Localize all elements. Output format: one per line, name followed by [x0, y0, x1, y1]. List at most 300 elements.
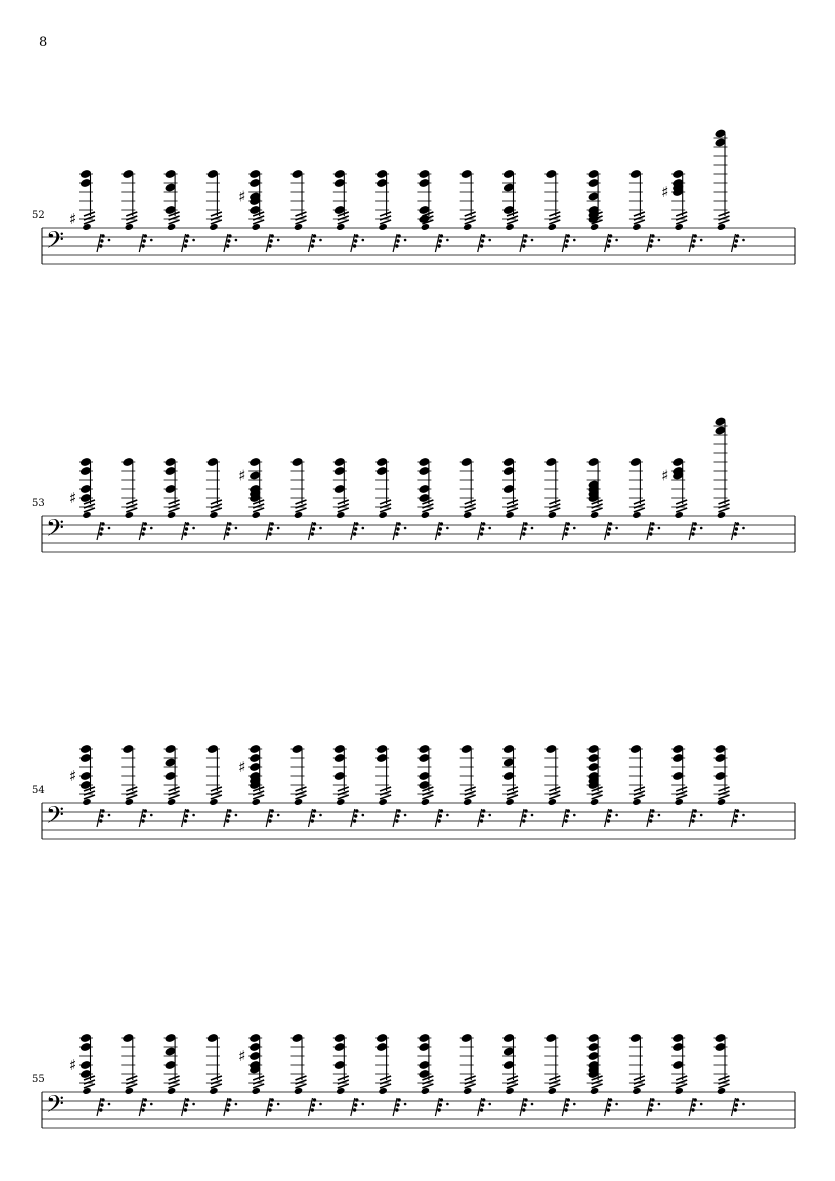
tremolo-slash: [84, 508, 95, 512]
note-head-small: [294, 511, 303, 519]
tremolo-slash: [211, 500, 222, 504]
chord: [587, 744, 618, 827]
rest-flag: [649, 1108, 652, 1111]
tremolo-slash: [211, 220, 222, 224]
rest-flag: [354, 814, 357, 817]
tremolo-slash: [507, 1084, 518, 1088]
rest-flag: [186, 234, 189, 237]
tremolo-slash: [253, 508, 264, 512]
rest-flag: [523, 527, 526, 530]
rest-flag: [692, 814, 695, 817]
tremolo-slash: [549, 795, 560, 799]
rest-flag: [524, 234, 527, 237]
rest-dot: [277, 527, 280, 530]
tremolo-slash: [211, 1076, 222, 1080]
note-head-small: [548, 511, 557, 519]
chord: [121, 457, 152, 540]
tremolo-slash: [338, 1076, 349, 1080]
sharp-icon: ♯: [69, 489, 77, 507]
tremolo-slash: [296, 500, 307, 504]
rest-dot: [192, 239, 195, 242]
rest-flag: [439, 814, 442, 817]
measure-number: 52: [32, 210, 45, 221]
rest-flag: [186, 522, 189, 525]
tremolo-slash: [211, 1084, 222, 1088]
bass-clef-icon: 𝄢: [46, 514, 65, 547]
tremolo-slash: [549, 787, 560, 791]
rest-flag: [523, 239, 526, 242]
rest-flag: [141, 532, 144, 535]
rest-dot: [319, 527, 322, 530]
tremolo-slash: [592, 791, 603, 795]
note-head-small: [336, 1087, 345, 1095]
note-head-small: [632, 1087, 641, 1095]
tremolo-slash: [465, 791, 476, 795]
rest-dot: [150, 1103, 153, 1106]
rest-flag: [100, 814, 103, 817]
rest-flag: [480, 244, 483, 247]
chord: [206, 457, 237, 540]
tremolo-slash: [84, 1084, 95, 1088]
rest-flag: [353, 532, 356, 535]
rest-flag: [609, 522, 612, 525]
chord: [544, 457, 575, 540]
tremolo-slash: [465, 795, 476, 799]
chord: [417, 457, 448, 540]
tremolo-slash: [380, 795, 391, 799]
chord: [417, 169, 448, 252]
tremolo-slash: [507, 795, 518, 799]
chord: [206, 744, 237, 827]
page-number: 8: [39, 35, 48, 50]
bass-clef-icon: 𝄢: [46, 801, 65, 834]
note-head-small: [505, 511, 514, 519]
system-52: [32, 128, 795, 264]
chord: [544, 744, 575, 827]
chord: [671, 1033, 702, 1116]
tremolo-slash: [126, 791, 137, 795]
rest-dot: [658, 1103, 661, 1106]
tremolo-slash: [84, 791, 95, 795]
note-head-small: [632, 511, 641, 519]
rest-flag: [651, 1098, 654, 1101]
rest-flag: [354, 527, 357, 530]
rest-flag: [480, 1108, 483, 1111]
tremolo-slash: [676, 220, 687, 224]
tremolo-slash: [296, 212, 307, 216]
note-head-small: [167, 511, 176, 519]
rest-flag: [269, 1103, 272, 1106]
tremolo-slash: [719, 500, 730, 504]
note-head-small: [167, 1087, 176, 1095]
tremolo-slash: [719, 787, 730, 791]
note-head-small: [548, 223, 557, 231]
tremolo-slash: [338, 791, 349, 795]
rest-flag: [482, 809, 485, 812]
note-head-small: [378, 511, 387, 519]
note-head-small: [125, 223, 134, 231]
rest-dot: [700, 527, 703, 530]
tremolo-slash: [296, 791, 307, 795]
rest-flag: [395, 1108, 398, 1111]
rest-flag: [438, 532, 441, 535]
chord: [121, 1033, 152, 1116]
tremolo-slash: [211, 212, 222, 216]
rest-flag: [439, 1103, 442, 1106]
note-head-small: [378, 1087, 387, 1095]
rest-flag: [227, 1103, 230, 1106]
tremolo-slash: [380, 500, 391, 504]
note-head-small: [463, 1087, 472, 1095]
rest-dot: [192, 527, 195, 530]
rest-flag: [734, 244, 737, 247]
tremolo-slash: [465, 787, 476, 791]
rest-flag: [269, 527, 272, 530]
chord: [164, 1033, 195, 1116]
rest-dot: [573, 814, 576, 817]
rest-flag: [227, 239, 230, 242]
rest-dot: [742, 1103, 745, 1106]
rest-flag: [524, 1098, 527, 1101]
chord: [417, 744, 448, 827]
rest-dot: [319, 239, 322, 242]
tremolo-slash: [634, 1084, 645, 1088]
note-head-small: [167, 798, 176, 806]
rest-flag: [268, 244, 271, 247]
note-head-small: [125, 511, 134, 519]
rest-flag: [228, 522, 231, 525]
chord: [375, 169, 406, 252]
tremolo-slash: [380, 212, 391, 216]
rest-dot: [150, 814, 153, 817]
rest-flag: [99, 244, 102, 247]
tremolo-slash: [676, 1076, 687, 1080]
rest-flag: [311, 819, 314, 822]
chord: [121, 744, 152, 827]
rest-flag: [608, 527, 611, 530]
sharp-icon: ♯: [69, 1056, 77, 1074]
tremolo-slash: [296, 220, 307, 224]
rest-dot: [277, 814, 280, 817]
tremolo-slash: [380, 1076, 391, 1080]
tremolo-slash: [126, 787, 137, 791]
rest-flag: [353, 244, 356, 247]
tremolo-slash: [338, 220, 349, 224]
note-head-small: [632, 223, 641, 231]
rest-flag: [607, 244, 610, 247]
rest-dot: [108, 527, 111, 530]
rest-flag: [312, 527, 315, 530]
rest-flag: [396, 527, 399, 530]
rest-dot: [742, 814, 745, 817]
tremolo-slash: [507, 508, 518, 512]
bass-clef-icon: 𝄢: [46, 1090, 65, 1123]
rest-dot: [192, 1103, 195, 1106]
note-head-small: [336, 511, 345, 519]
tremolo-slash: [84, 795, 95, 799]
note-head-small: [717, 511, 726, 519]
rest-flag: [143, 239, 146, 242]
rest-flag: [439, 239, 442, 242]
note-head-small: [505, 223, 514, 231]
rest-flag: [650, 814, 653, 817]
rest-dot: [192, 814, 195, 817]
rest-dot: [615, 1103, 618, 1106]
rest-dot: [742, 239, 745, 242]
rest-flag: [355, 809, 358, 812]
rest-dot: [446, 1103, 449, 1106]
tremolo-slash: [719, 1076, 730, 1080]
chord: [544, 169, 575, 252]
chord: [460, 1033, 491, 1116]
rest-flag: [651, 809, 654, 812]
rest-flag: [228, 234, 231, 237]
rest-dot: [615, 814, 618, 817]
systems-container: [32, 128, 795, 1128]
rest-flag: [271, 234, 274, 237]
rest-flag: [313, 1098, 316, 1101]
tremolo-slash: [211, 508, 222, 512]
rest-flag: [607, 1108, 610, 1111]
tremolo-slash: [422, 791, 433, 795]
tremolo-slash: [126, 500, 137, 504]
rest-flag: [228, 809, 231, 812]
rest-flag: [312, 1103, 315, 1106]
rest-flag: [354, 1103, 357, 1106]
chord: [629, 457, 660, 540]
rest-flag: [141, 244, 144, 247]
note-head-small: [548, 1087, 557, 1095]
rest-flag: [184, 244, 187, 247]
chord: [587, 1033, 618, 1116]
tremolo-slash: [634, 1076, 645, 1080]
rest-dot: [150, 527, 153, 530]
note-head-small: [294, 223, 303, 231]
rest-flag: [311, 532, 314, 535]
tremolo-slash: [126, 795, 137, 799]
tremolo-slash: [719, 508, 730, 512]
tremolo-slash: [676, 500, 687, 504]
note-head-small: [548, 798, 557, 806]
rest-flag: [271, 809, 274, 812]
note-head-small: [505, 798, 514, 806]
rest-flag: [144, 1098, 147, 1101]
tremolo-slash: [380, 791, 391, 795]
rest-flag: [184, 819, 187, 822]
rest-flag: [186, 809, 189, 812]
chord: [333, 744, 364, 827]
rest-flag: [185, 239, 188, 242]
tremolo-slash: [507, 1076, 518, 1080]
rest-flag: [355, 1098, 358, 1101]
chord: [333, 1033, 364, 1116]
rest-flag: [651, 522, 654, 525]
rest-dot: [108, 814, 111, 817]
rest-flag: [567, 809, 570, 812]
rest-flag: [649, 819, 652, 822]
tremolo-slash: [549, 220, 560, 224]
tremolo-slash: [634, 500, 645, 504]
tremolo-slash: [676, 791, 687, 795]
tremolo-slash: [507, 787, 518, 791]
tremolo-slash: [296, 787, 307, 791]
note-head-small: [717, 1087, 726, 1095]
rest-dot: [108, 239, 111, 242]
rest-flag: [99, 819, 102, 822]
rest-dot: [531, 814, 534, 817]
rest-flag: [313, 522, 316, 525]
chord: [69, 457, 110, 540]
rest-flag: [734, 1108, 737, 1111]
rest-dot: [531, 1103, 534, 1106]
rest-flag: [609, 809, 612, 812]
tremolo-slash: [549, 500, 560, 504]
rest-flag: [651, 234, 654, 237]
chord: [238, 457, 279, 540]
rest-flag: [691, 244, 694, 247]
rest-flag: [608, 814, 611, 817]
rest-flag: [313, 809, 316, 812]
rest-flag: [101, 1098, 104, 1101]
chord: [375, 744, 406, 827]
tremolo-slash: [465, 500, 476, 504]
rest-dot: [658, 814, 661, 817]
tremolo-slash: [253, 795, 264, 799]
chord: [291, 1033, 322, 1116]
rest-dot: [615, 527, 618, 530]
chord: [291, 744, 322, 827]
note-head-small: [209, 798, 218, 806]
rest-dot: [404, 239, 407, 242]
rest-flag: [397, 1098, 400, 1101]
rest-flag: [226, 1108, 229, 1111]
rest-flag: [607, 819, 610, 822]
rest-dot: [404, 814, 407, 817]
rest-flag: [735, 814, 738, 817]
rest-flag: [185, 527, 188, 530]
rest-flag: [355, 234, 358, 237]
note-head-small: [209, 1087, 218, 1095]
note-head-small: [463, 511, 472, 519]
chord: [587, 457, 618, 540]
rest-flag: [397, 522, 400, 525]
chord: [164, 457, 195, 540]
rest-flag: [522, 244, 525, 247]
rest-flag: [524, 809, 527, 812]
rest-dot: [446, 239, 449, 242]
rest-flag: [397, 234, 400, 237]
note-head-small: [82, 1087, 91, 1095]
note-head-small: [421, 798, 430, 806]
rest-flag: [649, 244, 652, 247]
rest-dot: [488, 527, 491, 530]
note-head-small: [125, 1087, 134, 1095]
tremolo-slash: [676, 787, 687, 791]
rest-flag: [522, 1108, 525, 1111]
rest-flag: [184, 1108, 187, 1111]
tremolo-slash: [507, 220, 518, 224]
chord: [333, 457, 364, 540]
rest-flag: [397, 809, 400, 812]
tremolo-slash: [296, 1084, 307, 1088]
note-head-small: [251, 798, 260, 806]
rest-flag: [564, 532, 567, 535]
rest-flag: [566, 1103, 569, 1106]
note-head-small: [421, 1087, 430, 1095]
rest-flag: [692, 239, 695, 242]
rest-flag: [438, 819, 441, 822]
rest-flag: [735, 527, 738, 530]
tremolo-slash: [380, 220, 391, 224]
rest-flag: [100, 239, 103, 242]
rest-dot: [362, 1103, 365, 1106]
chord: [629, 744, 660, 827]
rest-flag: [312, 239, 315, 242]
rest-flag: [692, 1103, 695, 1106]
rest-flag: [395, 819, 398, 822]
chord: [121, 169, 152, 252]
rest-flag: [482, 234, 485, 237]
tremolo-slash: [507, 500, 518, 504]
rest-dot: [150, 239, 153, 242]
tremolo-slash: [169, 795, 180, 799]
chord: [164, 744, 195, 827]
chord: [671, 744, 702, 827]
chord: [69, 1033, 110, 1116]
rest-flag: [144, 522, 147, 525]
chord: [238, 1033, 279, 1116]
tremolo-slash: [84, 220, 95, 224]
rest-dot: [235, 1103, 238, 1106]
tremolo-slash: [169, 1084, 180, 1088]
rest-flag: [481, 527, 484, 530]
rest-dot: [531, 527, 534, 530]
chord: [206, 169, 237, 252]
rest-flag: [396, 814, 399, 817]
rest-dot: [235, 527, 238, 530]
rest-dot: [573, 527, 576, 530]
tremolo-slash: [126, 1084, 137, 1088]
rest-flag: [438, 1108, 441, 1111]
tremolo-slash: [676, 212, 687, 216]
rest-dot: [362, 814, 365, 817]
chord: [714, 416, 745, 540]
rest-flag: [649, 532, 652, 535]
tremolo-slash: [380, 508, 391, 512]
tremolo-slash: [592, 795, 603, 799]
tremolo-slash: [465, 220, 476, 224]
tremolo-slash: [592, 1084, 603, 1088]
rest-dot: [319, 1103, 322, 1106]
note-head-small: [82, 511, 91, 519]
tremolo-slash: [465, 1084, 476, 1088]
rest-flag: [482, 522, 485, 525]
rest-flag: [226, 244, 229, 247]
tremolo-slash: [422, 1084, 433, 1088]
rest-flag: [141, 819, 144, 822]
tremolo-slash: [676, 508, 687, 512]
rest-flag: [609, 234, 612, 237]
rest-flag: [566, 814, 569, 817]
sharp-icon: ♯: [238, 187, 246, 206]
rest-flag: [608, 239, 611, 242]
rest-flag: [268, 532, 271, 535]
tremolo-slash: [169, 1076, 180, 1080]
rest-flag: [522, 819, 525, 822]
rest-flag: [395, 244, 398, 247]
rest-flag: [609, 1098, 612, 1101]
rest-flag: [101, 234, 104, 237]
